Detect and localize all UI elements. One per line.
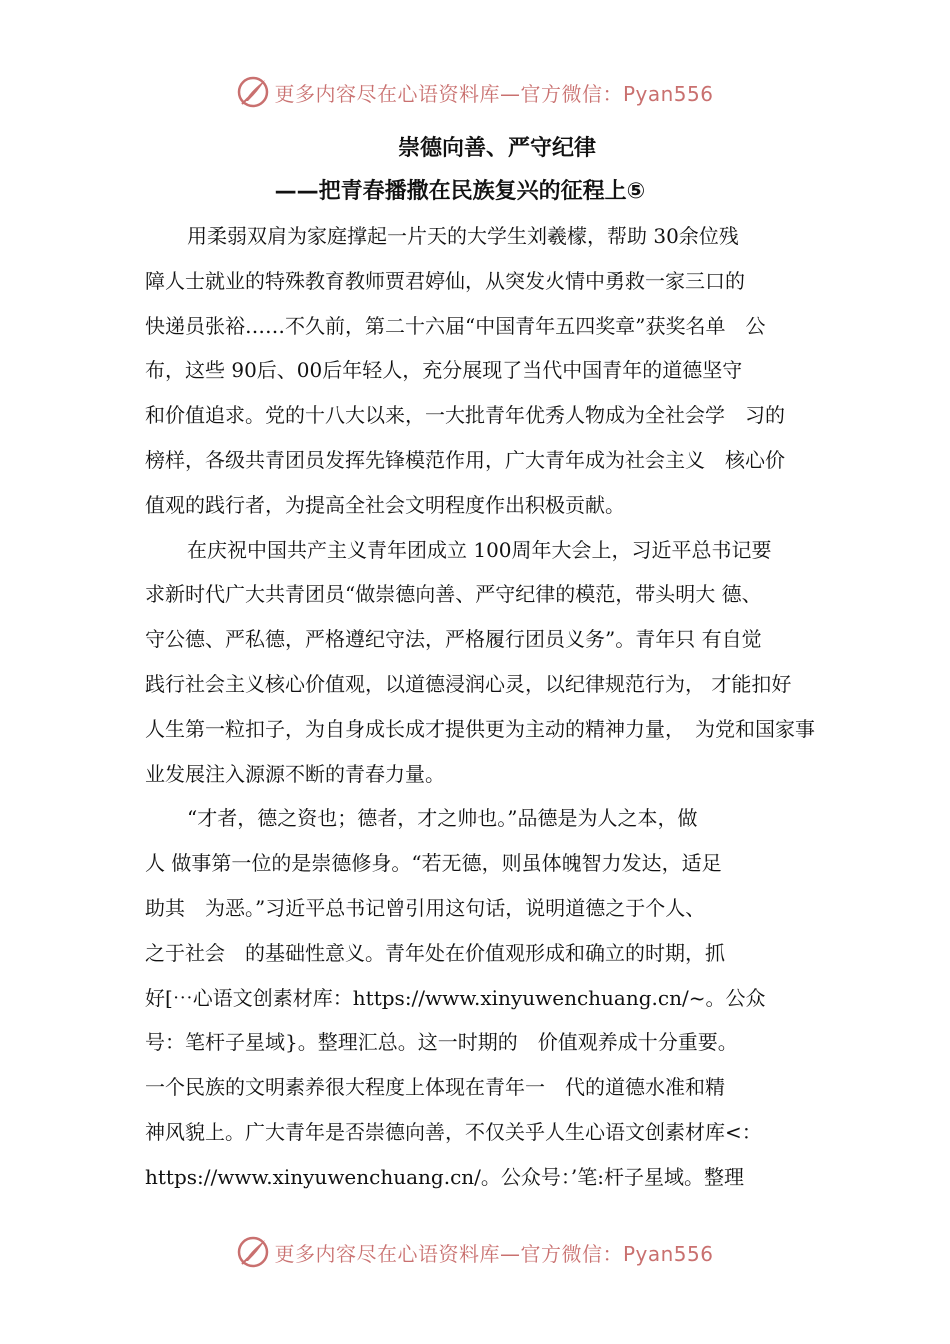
text-line: 一个民族的文明素养很大程度上体现在青年一 代的道德水准和精 (145, 1075, 725, 1100)
text-line: 障人士就业的特殊教育教师贾君婷仙，从突发火情中勇救一家三口的 (145, 268, 745, 293)
banner-text: 更多内容尽在心语资料库—官方微信：Pyan556 (274, 1241, 714, 1266)
text-line: 和价值追求。党的十八大以来，一大批青年优秀人物成为全社会学 习的 (145, 403, 785, 428)
text-line: “才者，德之资也；德者，才之帅也。”品德是为人之本，做 (187, 806, 698, 831)
text-line: 人 做事第一位的是崇德修身。“若无德，则虽体魄智力发达，适足 (145, 851, 722, 876)
quill-logo-icon (236, 75, 270, 109)
text-line: 业发展注入源源不断的青春力量。 (145, 761, 445, 786)
text-line: https://www.xinyuwenchuang.cn/。公众号：’笔:杆子星域。整理 (145, 1164, 744, 1189)
text-line: 布，这些 90后、00后年轻人，充分展现了当代中国青年的道德坚守 (145, 358, 743, 383)
footer-banner (0, 1232, 950, 1272)
text-line: 守公德、严私德，严格遵纪守法，严格履行团员义务”。青年只 有自觉 (145, 627, 762, 652)
quill-logo-icon (236, 1235, 270, 1269)
text-line: 践行社会主义核心价值观，以道德浸润心灵，以纪律规范行为， 才能扣好 (145, 671, 792, 696)
text-line: 好[⋯心语文创素材库：https://www.xinyuwenchuang.cn/~。公众 (145, 985, 766, 1010)
page-title: 崇德向善、严守纪律 (397, 136, 596, 161)
article-body (145, 214, 835, 1200)
text-line: 用柔弱双肩为家庭撑起一片天的大学生刘羲檬，帮助 30余位残 (187, 224, 739, 248)
banner-text: 更多内容尽在心语资料库—官方微信：Pyan556 (274, 81, 714, 106)
text-line: 人生第一粒扣子，为自身成长成才提供更为主动的精神力量， 为党和国家事 (145, 716, 815, 741)
text-line: 求新时代广大共青团员“做崇德向善、严守纪律的模范，带头明大 德、 (145, 582, 762, 607)
text-line: 号：笔杆子星域}。整理汇总。这一时期的 价值观养成十分重要。 (145, 1030, 738, 1055)
page-subtitle: ——把青春播撒在民族复兴的征程上⑤ (274, 179, 646, 204)
header-banner (0, 72, 950, 112)
text-line: 之于社会 的基础性意义。青年处在价值观形成和确立的时期，抓 (145, 940, 725, 965)
text-line: 值观的践行者，为提高全社会文明程度作出积极贡献。 (145, 492, 625, 517)
text-line: 快递员张裕……不久前，第二十六届“中国青年五四奖章”获奖名单 公 (145, 313, 766, 338)
text-line: 榜样，各级共青团员发挥先锋模范作用，广大青年成为社会主义 核心价 (145, 447, 785, 472)
text-line: 神风貌上。广大青年是否崇德向善，不仅关乎人生心语文创素材库<： (145, 1119, 762, 1144)
text-line: 在庆祝中国共产主义青年团成立 100周年大会上，习近平总书记要 (187, 537, 772, 562)
text-line: 助其 为恶。”习近平总书记曾引用这句话，说明道德之于个人、 (145, 895, 706, 920)
